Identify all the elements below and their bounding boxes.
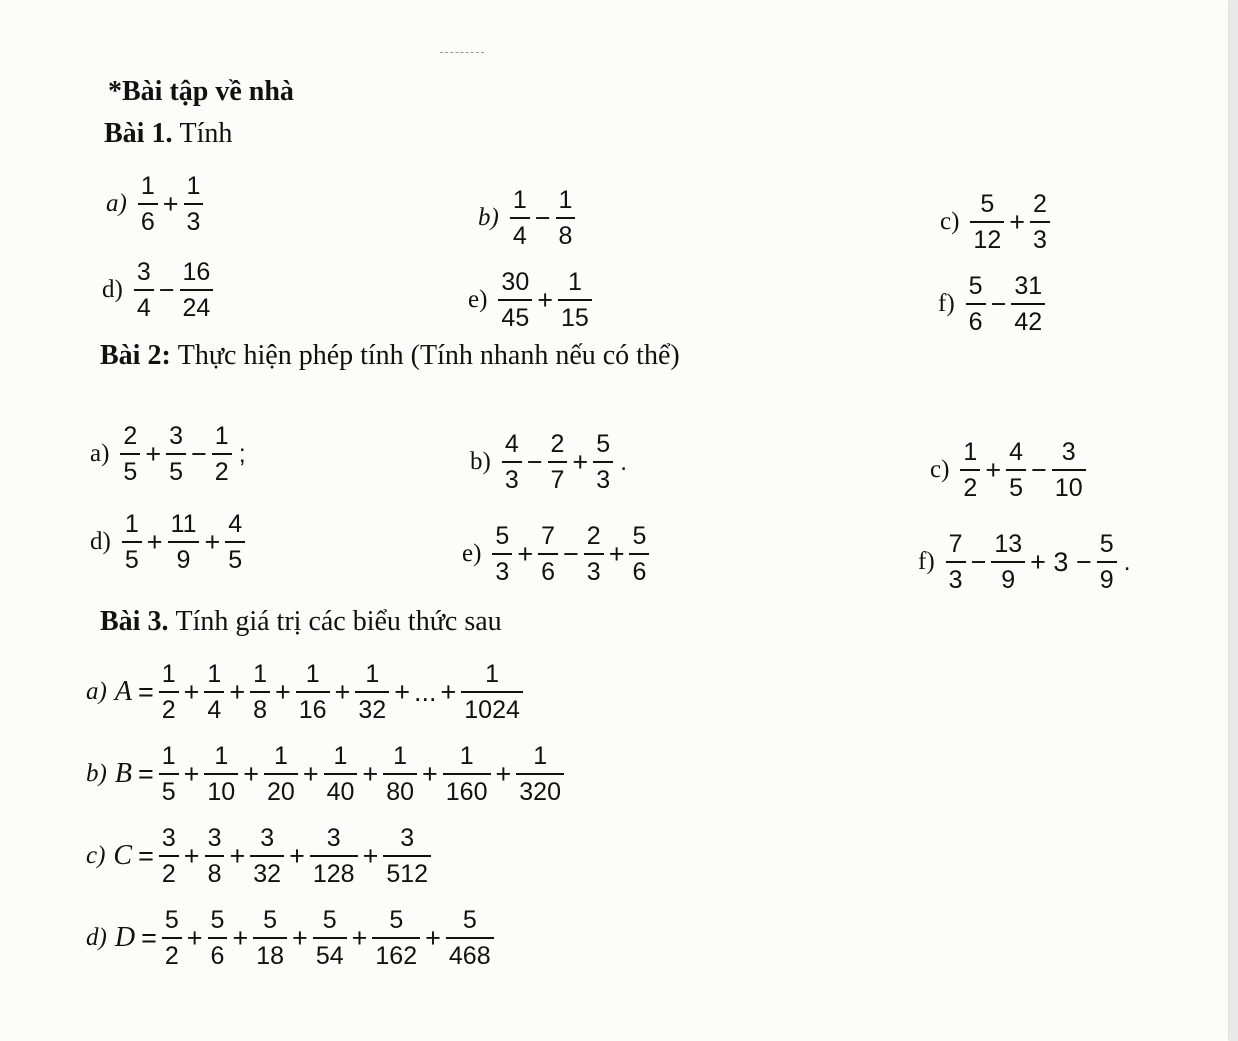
fraction bbox=[584, 521, 604, 587]
fraction bbox=[313, 905, 347, 971]
variable-name: C bbox=[113, 840, 133, 871]
operator: + bbox=[183, 840, 200, 871]
denominator: 24 bbox=[182, 294, 211, 322]
ellipsis: ... bbox=[413, 676, 437, 707]
denominator: 3 bbox=[586, 558, 601, 586]
denominator: 320 bbox=[519, 778, 561, 806]
denominator: 12 bbox=[973, 226, 1002, 254]
fraction bbox=[162, 905, 182, 971]
operator: + bbox=[351, 922, 368, 953]
fraction bbox=[446, 905, 494, 971]
operator: + bbox=[362, 758, 379, 789]
equals-sign: = bbox=[137, 676, 154, 707]
fraction bbox=[502, 429, 522, 495]
denominator: 9 bbox=[176, 546, 191, 574]
punctuation: . bbox=[1123, 547, 1131, 576]
denominator: 2 bbox=[161, 696, 176, 724]
operator: − bbox=[563, 538, 579, 569]
fraction bbox=[548, 429, 568, 495]
denominator: 42 bbox=[1014, 308, 1043, 336]
numerator: 1 bbox=[161, 660, 176, 688]
operator: − bbox=[158, 274, 175, 305]
exercise-1-text: Tính bbox=[179, 118, 233, 149]
fraction bbox=[443, 741, 491, 807]
denominator: 2 bbox=[164, 942, 179, 970]
fraction bbox=[159, 823, 179, 889]
fraction bbox=[122, 509, 142, 575]
b3-item-a bbox=[86, 650, 526, 734]
denominator: 512 bbox=[386, 860, 429, 888]
fraction bbox=[1011, 271, 1045, 337]
operator: + bbox=[243, 758, 259, 789]
denominator: 8 bbox=[253, 696, 267, 724]
b3-item-c bbox=[86, 814, 434, 898]
denominator: 9 bbox=[1001, 566, 1016, 594]
item-label: a) bbox=[106, 190, 127, 217]
denominator: 8 bbox=[558, 222, 573, 250]
operator: + bbox=[292, 922, 308, 953]
denominator: 162 bbox=[375, 942, 418, 970]
item-label: e) bbox=[462, 540, 482, 567]
item-label: d) bbox=[90, 528, 111, 555]
fraction bbox=[159, 659, 179, 725]
fraction bbox=[516, 741, 564, 807]
fraction bbox=[1052, 437, 1086, 503]
numerator: 1 bbox=[140, 172, 155, 200]
numerator: 1 bbox=[214, 742, 229, 770]
denominator: 3 bbox=[186, 208, 201, 236]
denominator: 6 bbox=[541, 558, 556, 586]
fraction bbox=[204, 741, 238, 807]
numerator: 11 bbox=[170, 510, 197, 538]
numerator: 2 bbox=[550, 430, 565, 458]
numerator: 3 bbox=[161, 824, 176, 852]
operator: − bbox=[990, 288, 1007, 319]
b3-item-d bbox=[86, 896, 497, 980]
numerator: 1 bbox=[963, 438, 978, 466]
b2-item-c bbox=[930, 428, 1089, 512]
fraction bbox=[138, 171, 158, 237]
numerator: 30 bbox=[501, 268, 530, 296]
denominator: 5 bbox=[1009, 474, 1024, 502]
denominator: 5 bbox=[123, 458, 138, 486]
b1-item-b bbox=[478, 176, 578, 260]
fraction bbox=[324, 741, 358, 807]
denominator: 3 bbox=[495, 558, 510, 586]
page-edge bbox=[1230, 0, 1238, 1041]
fraction bbox=[1030, 189, 1050, 255]
fraction bbox=[225, 509, 245, 575]
operator: + bbox=[1009, 206, 1026, 237]
denominator: 6 bbox=[210, 942, 225, 970]
numerator: 1 bbox=[365, 660, 380, 688]
numerator: 5 bbox=[632, 522, 647, 550]
denominator: 15 bbox=[561, 304, 589, 332]
fraction bbox=[184, 171, 204, 237]
variable-name: B bbox=[114, 758, 132, 789]
exercise-3-number: Bài 3. bbox=[100, 606, 169, 637]
fraction bbox=[383, 823, 431, 889]
exercise-2-text: Thực hiện phép tính (Tính nhanh nếu có thể) bbox=[177, 340, 680, 371]
item-label: b) bbox=[86, 760, 107, 787]
numerator: 1 bbox=[567, 268, 582, 296]
fraction bbox=[383, 741, 417, 807]
item-label: c) bbox=[930, 456, 950, 483]
b2-item-b bbox=[470, 420, 627, 504]
b1-item-e bbox=[468, 258, 595, 342]
numerator: 5 bbox=[263, 906, 278, 934]
exercise-3-text: Tính giá trị các biểu thức sau bbox=[175, 606, 502, 637]
exercise-2-number: Bài 2: bbox=[100, 340, 171, 371]
denominator: 128 bbox=[312, 860, 355, 888]
numerator: 5 bbox=[968, 272, 983, 300]
denominator: 2 bbox=[214, 458, 229, 486]
item-label: c) bbox=[940, 208, 960, 235]
exercise-1-number: Bài 1. bbox=[104, 118, 173, 149]
b1-item-c bbox=[940, 180, 1053, 264]
numerator: 7 bbox=[541, 522, 556, 550]
operator: + bbox=[517, 538, 534, 569]
numerator: 3 bbox=[169, 422, 184, 450]
denominator: 5 bbox=[228, 546, 243, 574]
item-label: b) bbox=[478, 204, 499, 231]
fraction bbox=[1097, 529, 1117, 595]
item-label: f) bbox=[938, 290, 955, 317]
operator: + bbox=[183, 758, 200, 789]
fraction bbox=[204, 659, 224, 725]
numerator: 3 bbox=[207, 824, 222, 852]
exercise-3-heading bbox=[100, 606, 502, 638]
denominator: 54 bbox=[315, 942, 344, 970]
operator: + bbox=[394, 676, 410, 707]
numerator: 3 bbox=[1061, 438, 1076, 466]
numerator: 5 bbox=[389, 906, 404, 934]
numerator: 5 bbox=[462, 906, 477, 934]
fraction bbox=[538, 521, 558, 587]
item-label: d) bbox=[86, 924, 107, 951]
numerator: 4 bbox=[228, 510, 243, 538]
operator: + bbox=[145, 438, 162, 469]
b3-item-b bbox=[86, 732, 567, 816]
denominator: 1024 bbox=[464, 696, 520, 724]
operator: − bbox=[1031, 454, 1047, 485]
denominator: 4 bbox=[207, 696, 222, 724]
equals-sign: = bbox=[137, 758, 154, 789]
variable-name: A bbox=[114, 676, 132, 707]
fraction bbox=[558, 267, 592, 333]
fraction bbox=[629, 521, 649, 587]
operator: + bbox=[275, 676, 291, 707]
denominator: 9 bbox=[1099, 566, 1114, 594]
numerator: 3 bbox=[260, 824, 275, 852]
fraction bbox=[250, 659, 270, 725]
operator: + bbox=[572, 446, 589, 477]
b1-item-d bbox=[102, 248, 216, 332]
fraction bbox=[461, 659, 523, 725]
item-label: a) bbox=[90, 440, 110, 467]
denominator: 32 bbox=[253, 860, 282, 888]
variable-name: D bbox=[114, 922, 136, 953]
operator: + bbox=[229, 676, 246, 707]
fraction bbox=[166, 421, 186, 487]
faint-mark bbox=[440, 52, 484, 53]
fraction bbox=[205, 823, 225, 889]
fraction bbox=[310, 823, 358, 889]
operator: + bbox=[183, 676, 200, 707]
fraction bbox=[960, 437, 980, 503]
denominator: 2 bbox=[963, 474, 978, 502]
operator: + bbox=[422, 758, 438, 789]
operator: − bbox=[534, 202, 551, 233]
numerator: 7 bbox=[948, 530, 963, 558]
equals-sign: = bbox=[138, 840, 154, 871]
operator: + bbox=[204, 526, 221, 557]
equals-sign: = bbox=[141, 922, 157, 953]
operator: + bbox=[425, 922, 441, 953]
denominator: 16 bbox=[298, 696, 327, 724]
fraction bbox=[946, 529, 966, 595]
numerator: 5 bbox=[164, 906, 179, 934]
operator: + bbox=[985, 454, 1002, 485]
operator: + bbox=[289, 840, 305, 871]
numerator: 13 bbox=[994, 530, 1023, 558]
numerator: 1 bbox=[161, 742, 176, 770]
b2-item-d bbox=[90, 500, 248, 584]
operator: + bbox=[440, 676, 457, 707]
numerator: 2 bbox=[1033, 190, 1047, 218]
b1-item-f bbox=[938, 262, 1048, 346]
numerator: 5 bbox=[322, 906, 337, 934]
numerator: 16 bbox=[182, 258, 211, 286]
numerator: 1 bbox=[273, 742, 288, 770]
fraction bbox=[212, 421, 232, 487]
operator: − bbox=[191, 438, 207, 469]
b2-item-a bbox=[90, 412, 246, 496]
numerator: 1 bbox=[214, 422, 229, 450]
fraction bbox=[355, 659, 389, 725]
numerator: 1 bbox=[333, 742, 348, 770]
fraction bbox=[970, 189, 1004, 255]
denominator: 3 bbox=[596, 466, 611, 494]
denominator: 3 bbox=[1033, 226, 1047, 254]
fraction bbox=[593, 429, 613, 495]
fraction bbox=[498, 267, 532, 333]
operator: − bbox=[970, 546, 987, 577]
item-label: a) bbox=[86, 678, 107, 705]
denominator: 6 bbox=[968, 308, 983, 336]
operator: − bbox=[526, 446, 543, 477]
numerator: 3 bbox=[400, 824, 415, 852]
fraction bbox=[159, 741, 179, 807]
operator: + bbox=[362, 840, 379, 871]
fraction bbox=[510, 185, 530, 251]
numerator: 31 bbox=[1014, 272, 1043, 300]
numerator: 4 bbox=[504, 430, 519, 458]
numerator: 5 bbox=[596, 430, 611, 458]
operator: + bbox=[334, 676, 351, 707]
operator: + bbox=[537, 284, 554, 315]
denominator: 32 bbox=[358, 696, 387, 724]
fraction bbox=[250, 823, 284, 889]
numerator: 1 bbox=[253, 660, 267, 688]
item-label: d) bbox=[102, 276, 123, 303]
denominator: 5 bbox=[161, 778, 176, 806]
denominator: 5 bbox=[169, 458, 184, 486]
b1-item-a bbox=[106, 162, 206, 246]
numerator: 1 bbox=[393, 742, 408, 770]
fraction bbox=[208, 905, 228, 971]
item-label: c) bbox=[86, 842, 106, 869]
denominator: 6 bbox=[140, 208, 155, 236]
fraction bbox=[296, 659, 330, 725]
denominator: 468 bbox=[448, 942, 491, 970]
numerator: 5 bbox=[980, 190, 995, 218]
numerator: 2 bbox=[586, 522, 601, 550]
operator: + bbox=[232, 922, 249, 953]
fraction bbox=[1006, 437, 1026, 503]
denominator: 3 bbox=[504, 466, 519, 494]
numerator: 5 bbox=[210, 906, 225, 934]
denominator: 6 bbox=[632, 558, 647, 586]
item-label: f) bbox=[918, 548, 935, 575]
fraction bbox=[556, 185, 576, 251]
numerator: 1 bbox=[558, 186, 573, 214]
denominator: 2 bbox=[161, 860, 176, 888]
fraction bbox=[991, 529, 1025, 595]
page-title: *Bài tập về nhà bbox=[108, 76, 294, 107]
b2-item-f bbox=[918, 520, 1131, 604]
item-label: b) bbox=[470, 448, 491, 475]
numerator: 4 bbox=[1009, 438, 1024, 466]
exercise-1-heading bbox=[104, 118, 232, 150]
numerator: 3 bbox=[326, 824, 341, 852]
numerator: 1 bbox=[305, 660, 320, 688]
fraction bbox=[180, 257, 214, 323]
numerator: 1 bbox=[533, 742, 548, 770]
numerator: 1 bbox=[124, 510, 139, 538]
operator: + bbox=[608, 538, 625, 569]
operator: + bbox=[146, 526, 163, 557]
numerator: 1 bbox=[207, 660, 222, 688]
fraction bbox=[372, 905, 420, 971]
operator: + bbox=[186, 922, 203, 953]
fraction bbox=[134, 257, 154, 323]
fraction bbox=[168, 509, 200, 575]
denominator: 8 bbox=[207, 860, 222, 888]
fraction bbox=[253, 905, 287, 971]
denominator: 10 bbox=[1054, 474, 1083, 502]
punctuation: ; bbox=[238, 439, 246, 468]
numerator: 2 bbox=[123, 422, 138, 450]
numerator: 5 bbox=[495, 522, 510, 550]
denominator: 20 bbox=[267, 778, 295, 806]
denominator: 18 bbox=[256, 942, 285, 970]
denominator: 4 bbox=[136, 294, 151, 322]
numerator: 1 bbox=[512, 186, 527, 214]
operator: + bbox=[495, 758, 512, 789]
item-label: e) bbox=[468, 286, 488, 313]
denominator: 5 bbox=[124, 546, 139, 574]
operator: + bbox=[162, 188, 179, 219]
numerator: 1 bbox=[186, 172, 201, 200]
operator: + bbox=[229, 840, 246, 871]
denominator: 40 bbox=[326, 778, 355, 806]
numerator: 1 bbox=[459, 742, 474, 770]
fraction bbox=[492, 521, 512, 587]
numerator: 3 bbox=[136, 258, 151, 286]
operator: + 3 − bbox=[1030, 546, 1092, 577]
b2-item-e bbox=[462, 512, 652, 596]
operator: + bbox=[302, 758, 319, 789]
punctuation: . bbox=[620, 447, 628, 476]
numerator: 1 bbox=[485, 660, 500, 688]
denominator: 4 bbox=[512, 222, 527, 250]
denominator: 160 bbox=[445, 778, 488, 806]
fraction bbox=[264, 741, 298, 807]
denominator: 45 bbox=[501, 304, 530, 332]
denominator: 10 bbox=[207, 778, 236, 806]
numerator: 5 bbox=[1099, 530, 1114, 558]
fraction bbox=[966, 271, 986, 337]
exercise-2-heading bbox=[100, 340, 680, 372]
fraction bbox=[120, 421, 140, 487]
denominator: 80 bbox=[386, 778, 414, 806]
denominator: 7 bbox=[550, 466, 565, 494]
denominator: 3 bbox=[948, 566, 963, 594]
